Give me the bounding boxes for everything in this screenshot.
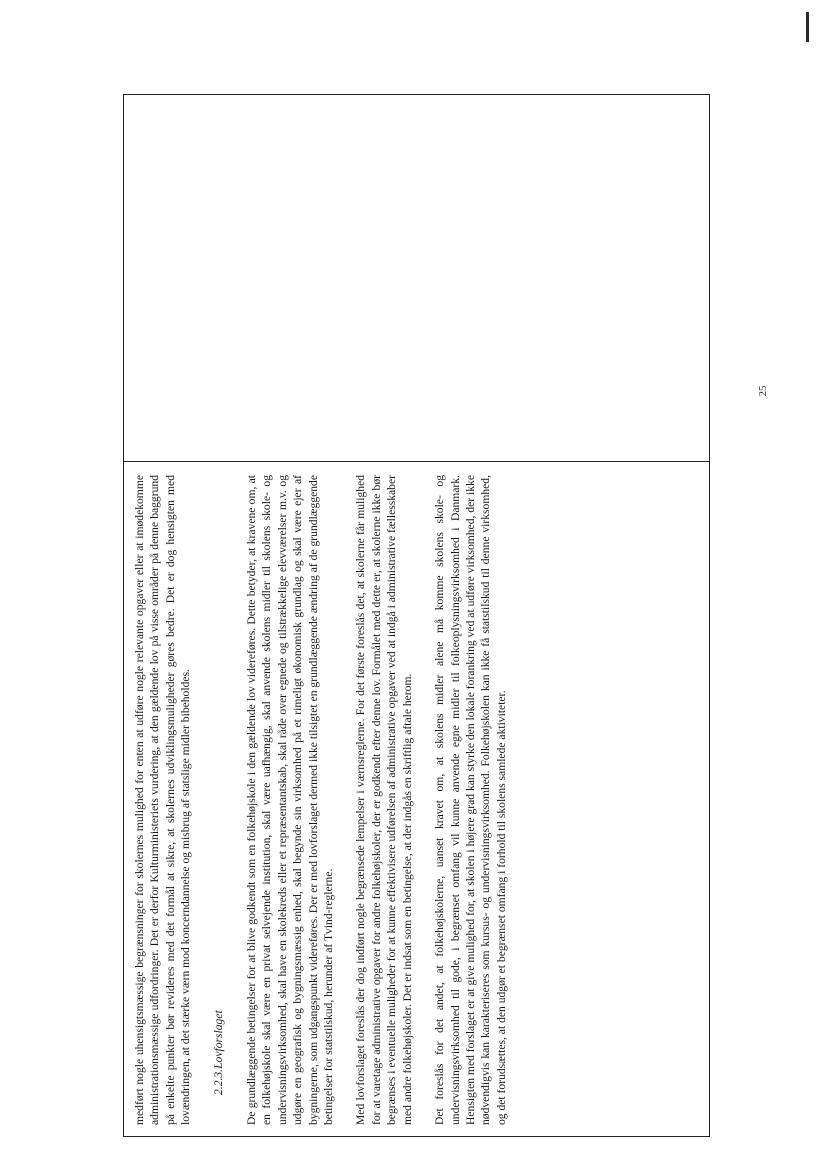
section-heading: 2.2.3.Lovforslaget [211,1010,225,1095]
paragraph-grundlaeggende-betingelser: De grundlæggende betingelser for at blive godkendt som en folkehøjskole i den gældende lov videreføres. Dette betyder, at kravene om, at en folkehøjskole skal være en privat selvejende institution, skal være uafhængig, skal anvende skolens midler til skolens skole- og undervisningsvirksomhed, skal have en skolekreds eller et repræsentantskab, skal råde over egnede og tilstrækkelige elevværelser m.v. og udgøre en geografisk og bygningsmæssig enhed, skal begynde sin virksomhed på et rimeligt økonomisk grundlag og skal være ejer af bygningerne, som udgangspunkt videreføres. Der er med lovforslaget dermed ikke tilsigtet en grundlæggende ændring af de grundlæggende betingelser for statstilskud, herunder af Tvind-reglerne. [245,475,336,1125]
page-number: 25 [757,385,769,397]
paragraph-lempelser: Med lovforslaget foreslås der dog indført nogle begrænsede lempelser i værnsreglerne. For det første foreslås det, at skolerne får mulighed for at varetage administrative opgaver for andre folkehøjskoler, der er godkendt efter denne lov. Formålet med dette er, at skolerne ikke bør begrænses i eventuelle muligheder for at kunne effektivisere udførelsen af administrative opgaver ved at indgå i administrative fællesskaber med andre folkehøjskoler. Det er indsat som en betingelse, at der indgås en skriftlig aftale herom. [354,475,414,1125]
scan-edge-mark [806,12,809,42]
paragraph-folkeoplysning: Det foreslås for det andet, at folkehøjskolerne, uanset kravet om, at skolens midler alene må komme skolens skole- og undervisningsvirksomhed til gode, i begrænset omfang vil kunne anvende egne midler til folkeoplysningsvirksomhed i Danmark. Hensigten med forslaget er at give mulighed for, at skolen i højere grad kan styrke den lokale forankring ved at udføre virksomhed, der ikke nødvendigvis kan karakteriseres som kursus- og undervisningsvirksomhed. Folkehøjskolen kan ikke få statstilskud til denne virksomhed, og det forudsættes, at den udgør et begrænset omfang i forhold til skolens samlede aktiviteter. [433,475,508,1125]
rotated-text-block [132,475,660,1125]
intro-paragraph: medført nogle uhensigtsmæssige begrænsninger for skolernes mulighed for enten at udføre nogle relevante opgaver eller at imødekomme administrationsmæssige udfordringer. Det er derfor Kulturministeriets vurdering, at den gældende lov på visse områder på denne baggrund på enkelte punkter bør revideres med det formål at sikre, at skolernes udviklingsmuligheder gøres bedre. Det er dog hensigten med lovændringen, at det stærke værn mod koncerndannelse og misbrug af statslige midler bibeholdes. [133,475,193,1125]
frame-divider [124,461,709,462]
